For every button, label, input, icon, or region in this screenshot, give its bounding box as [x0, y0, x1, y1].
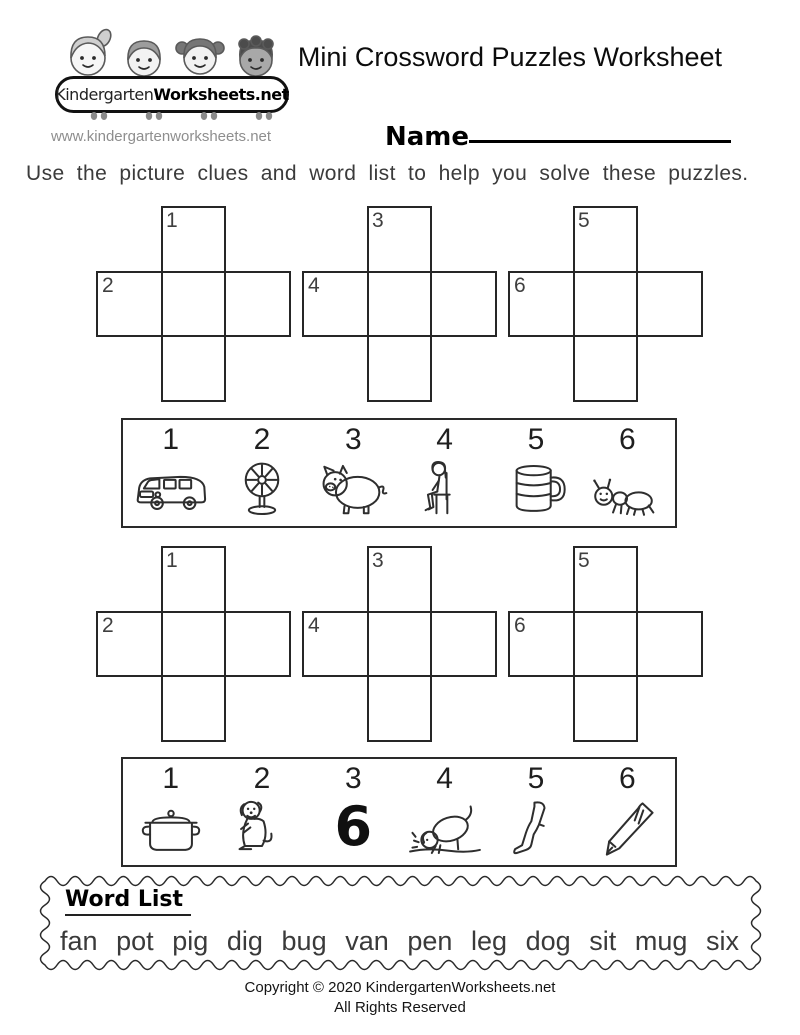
leg-icon	[494, 798, 578, 860]
word-list-box	[38, 874, 763, 972]
word: mug	[634, 926, 688, 956]
name-field	[385, 122, 731, 152]
across-word-slot	[96, 611, 291, 677]
logo-box	[55, 76, 289, 113]
clue-number: 6	[618, 423, 636, 456]
word-list-title: Word List	[65, 887, 191, 916]
clue-dog	[216, 762, 307, 863]
clue-number: 4	[436, 762, 453, 795]
down-clue-number: 1	[166, 549, 178, 572]
pig-icon	[311, 459, 395, 521]
across-word-slot	[302, 271, 497, 337]
mug-icon	[494, 459, 578, 521]
clue-pot	[125, 762, 216, 863]
picture-clues-box-2	[121, 757, 677, 867]
clue-number: 2	[253, 762, 271, 795]
across-word-slot	[508, 611, 703, 677]
down-clue-number: 1	[166, 209, 178, 232]
clue-number: 1	[162, 762, 179, 795]
word: pen	[407, 926, 453, 956]
across-clue-number: 4	[308, 274, 320, 297]
clue-bug	[582, 423, 673, 524]
pen-icon	[585, 798, 669, 860]
copyright-text: Copyright © 2020 KindergartenWorksheets.net	[244, 979, 556, 996]
across-clue-number: 6	[514, 614, 526, 637]
word-list-words	[60, 926, 739, 957]
fan-icon	[220, 459, 304, 521]
across-clue-number: 6	[514, 274, 526, 297]
down-clue-number: 5	[578, 209, 590, 232]
crossword-grid-3	[508, 206, 703, 402]
picture-clues-box-1	[121, 418, 677, 528]
crossword-grid-2	[302, 206, 497, 402]
clue-number: 5	[527, 423, 545, 456]
page-title: Mini Crossword Puzzles Worksheet	[297, 42, 723, 72]
across-word-slot	[96, 271, 291, 337]
kids-heads-icon	[58, 20, 286, 82]
word: dog	[525, 926, 571, 956]
word: pot	[116, 926, 154, 956]
dog-icon	[220, 798, 304, 860]
clue-number: 6	[618, 762, 636, 795]
website-url: www.kindergartenworksheets.net	[50, 128, 272, 145]
logo-text-worksheets: Worksheets.net	[153, 85, 289, 104]
bug-icon	[585, 459, 669, 521]
down-clue-number: 3	[372, 549, 384, 572]
instruction-text: Use the picture clues and word list to help you solve these puzzles.	[26, 162, 749, 185]
clue-number: 3	[344, 423, 362, 456]
footer	[0, 978, 800, 1017]
word: dig	[226, 926, 263, 956]
digging-dog-icon	[403, 798, 487, 860]
rights-text: All Rights Reserved	[334, 998, 466, 1016]
clue-leg	[490, 762, 581, 863]
down-clue-number: 3	[372, 209, 384, 232]
logo-text-kindergarten: Kindergarten	[55, 85, 154, 104]
sitting-girl-icon	[403, 459, 487, 521]
word: fan	[60, 926, 98, 956]
word: sit	[589, 926, 617, 956]
pot-icon	[129, 798, 213, 860]
crossword-grid-6	[508, 546, 703, 742]
across-clue-number: 4	[308, 614, 320, 637]
word: bug	[281, 926, 327, 956]
numeral-six-icon: 6	[334, 795, 373, 858]
crossword-grid-1	[96, 206, 291, 402]
clue-fan	[216, 423, 307, 524]
word: van	[345, 926, 389, 956]
clue-pen	[582, 762, 673, 863]
word: pig	[172, 926, 209, 956]
clue-six	[308, 762, 399, 863]
clue-number: 5	[527, 762, 545, 795]
clue-number: 1	[162, 423, 179, 456]
across-clue-number: 2	[102, 614, 114, 637]
clue-number: 4	[436, 423, 453, 456]
kids-feet-icon	[72, 111, 282, 123]
across-word-slot	[508, 271, 703, 337]
van-icon	[129, 459, 213, 521]
clue-mug	[490, 423, 581, 524]
clue-van	[125, 423, 216, 524]
name-blank-line	[469, 140, 731, 143]
clue-dig	[399, 762, 490, 863]
crossword-grid-5	[302, 546, 497, 742]
clue-number: 2	[253, 423, 271, 456]
crossword-grid-4	[96, 546, 291, 742]
clue-sit	[399, 423, 490, 524]
clue-pig	[308, 423, 399, 524]
clue-number: 3	[344, 762, 362, 795]
across-word-slot	[302, 611, 497, 677]
down-clue-number: 5	[578, 549, 590, 572]
across-clue-number: 2	[102, 274, 114, 297]
name-label: Name	[385, 122, 470, 152]
word: six	[705, 926, 739, 956]
word: leg	[470, 926, 508, 956]
